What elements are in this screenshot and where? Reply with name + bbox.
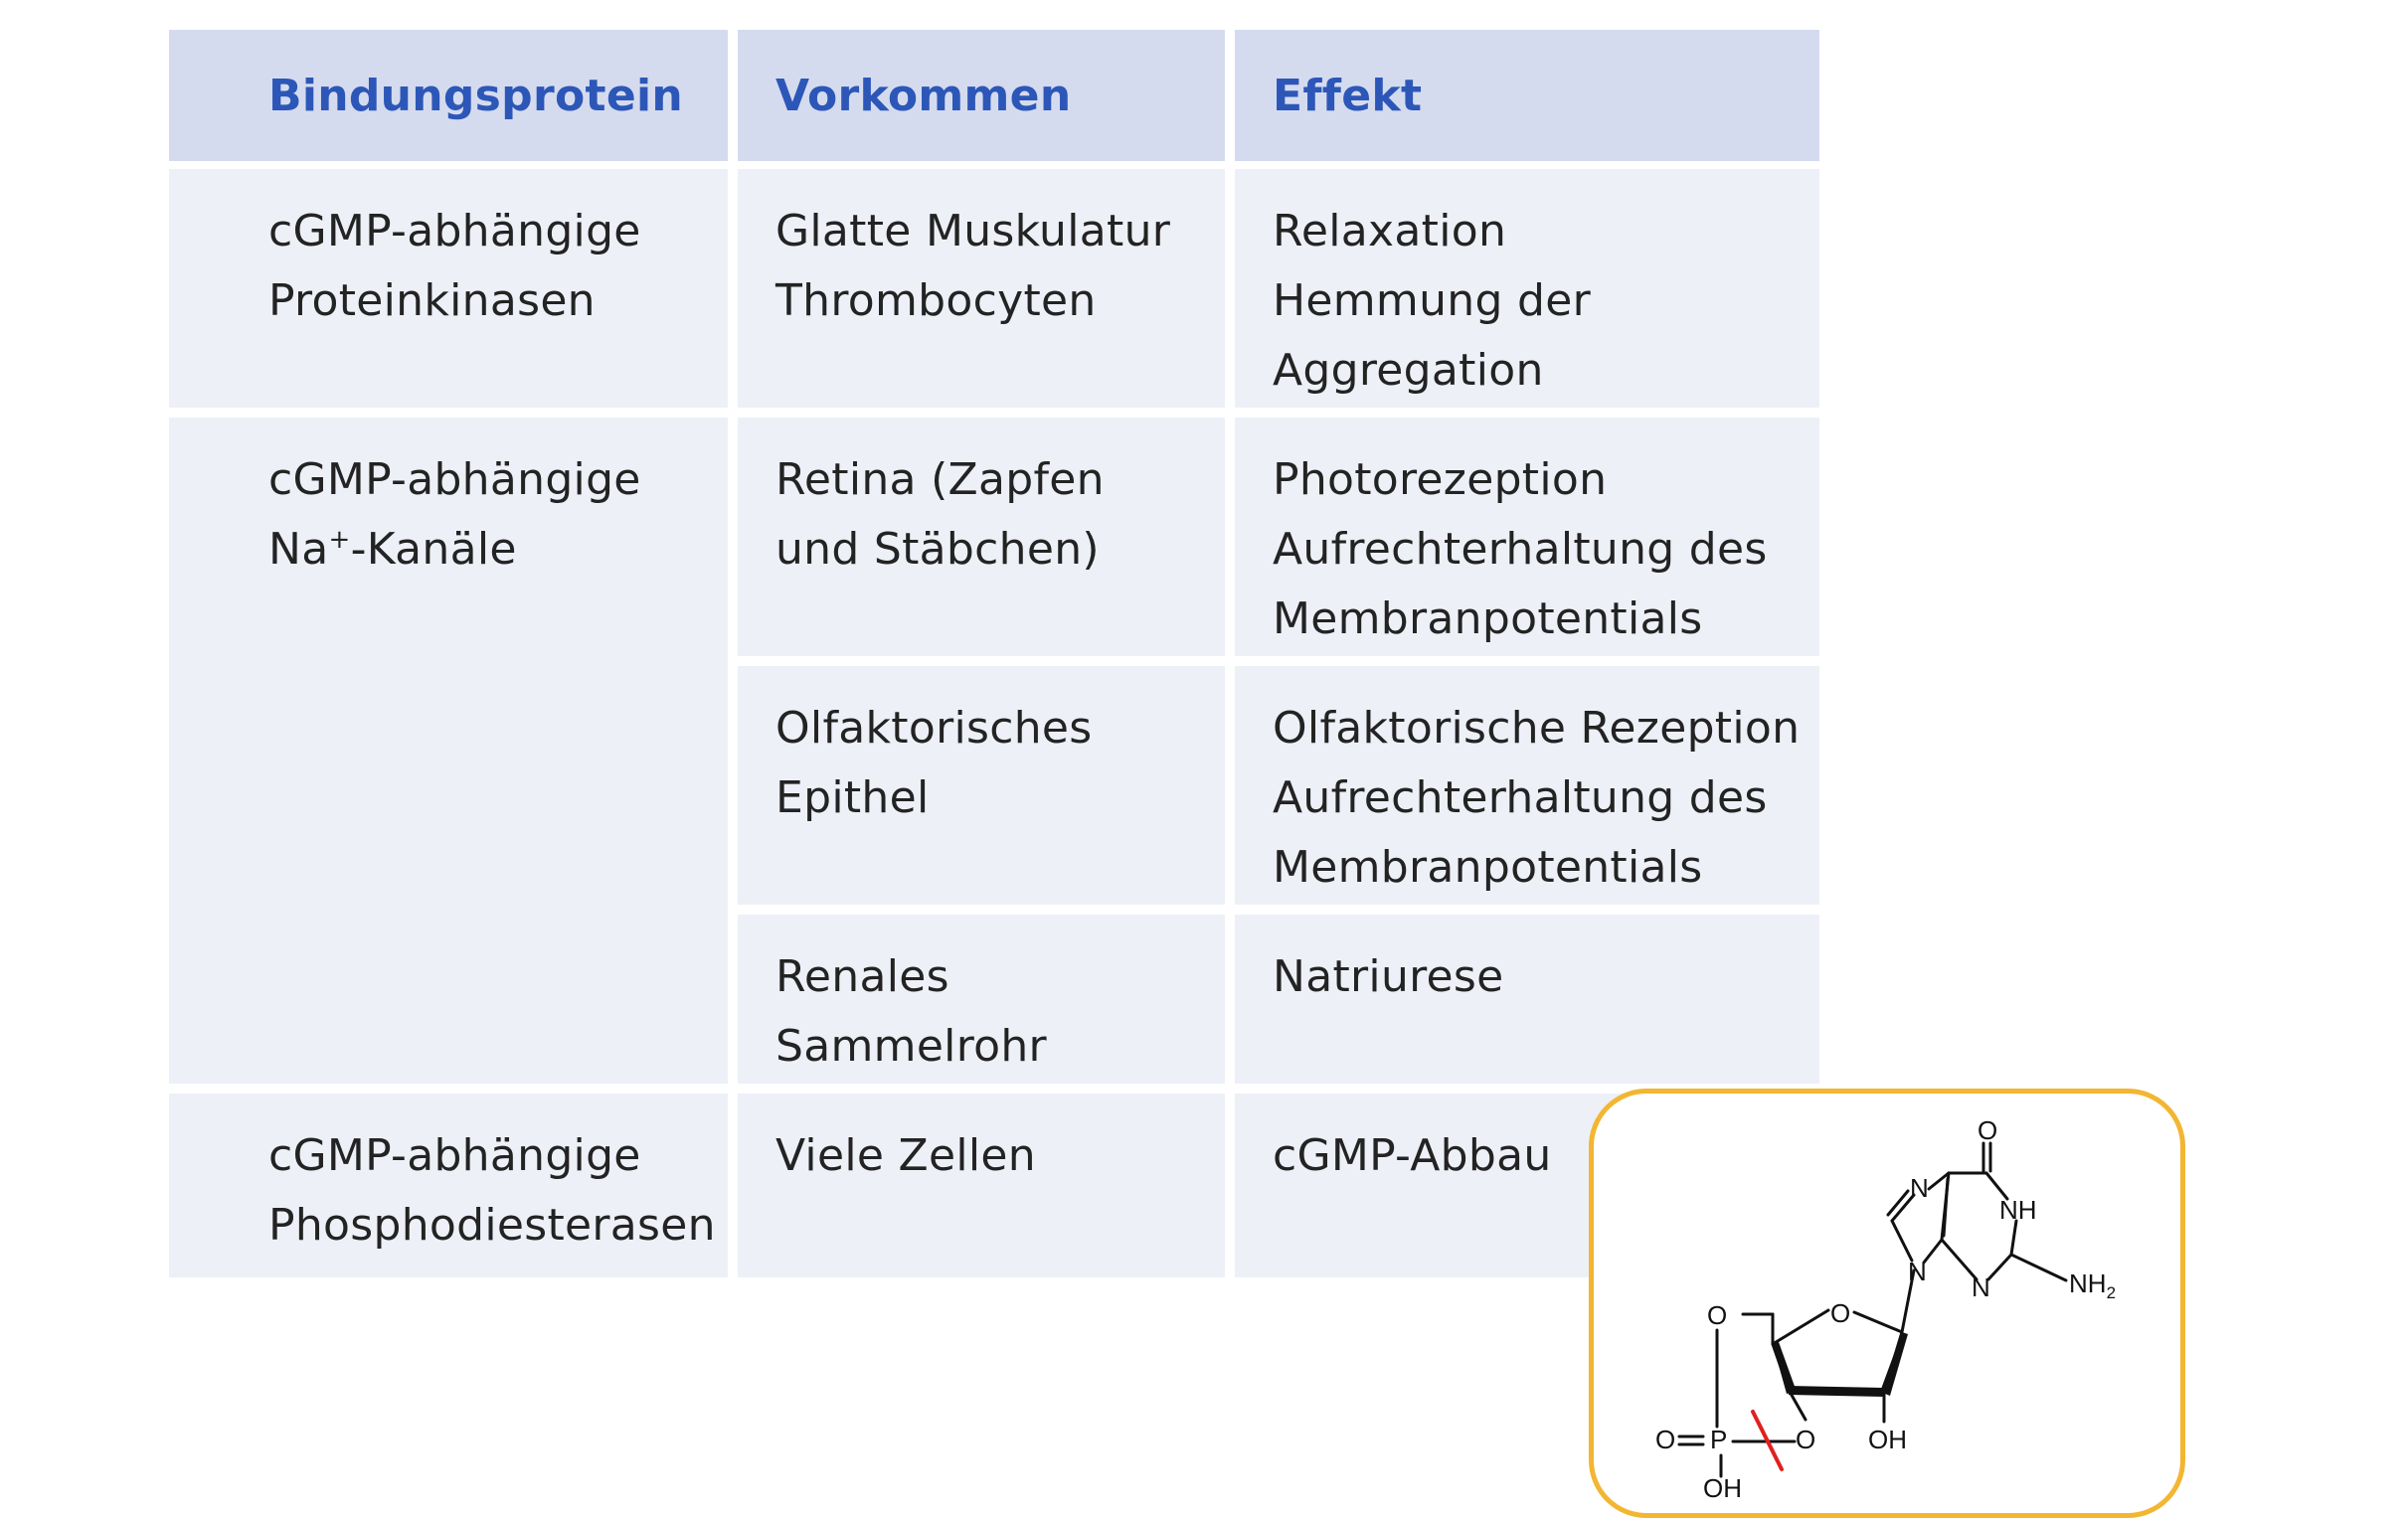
atom-oh-2: OH [1868,1425,1907,1454]
row1-effekt [1235,169,1819,408]
cell-text: Aufrechterhaltung des [1273,772,1768,823]
row5-vorkommen [738,1094,1225,1277]
cell-text: und Stäbchen) [775,524,1100,575]
cell-text: Retina (Zapfen [775,454,1105,505]
cell-text: Glatte Muskulatur [775,206,1171,256]
ribose-wedge-right [1880,1332,1908,1396]
header-label: Bindungsprotein [268,71,683,121]
row3-effekt [1235,666,1819,905]
cell-text: cGMP-Abbau [1273,1130,1552,1181]
nh2-subscript: 2 [2106,1283,2117,1302]
ion-symbol: Na [268,524,329,575]
header-bindungsprotein [169,30,728,161]
cell-text: Epithel [775,772,930,823]
atom-n7: N [1910,1173,1929,1203]
row1-vorkommen [738,169,1225,408]
row4-vorkommen [738,915,1225,1084]
atom-carbonyl-o: O [1978,1115,1998,1145]
cell-text: Membranpotentials [1273,593,1703,644]
row1-protein [169,169,728,408]
channel-suffix: -Kanäle [350,524,517,575]
cell-text: Renales [775,951,949,1002]
cell-text-na-channel [268,515,728,585]
header-effekt [1235,30,1819,161]
row2-protein [169,418,728,1084]
atom-p: P [1710,1425,1728,1454]
header-label: Vorkommen [775,71,1072,121]
cell-text: Relaxation [1273,206,1507,256]
atom-p-oh: OH [1703,1473,1742,1503]
atom-o3: O [1796,1425,1816,1454]
ribose-bold-bond [1789,1386,1884,1397]
row4-effekt [1235,915,1819,1084]
nh2-base: NH [2069,1268,2107,1298]
row2-effekt [1235,418,1819,656]
cell-text: Olfaktorisches [775,703,1093,754]
atom-nh2 [2069,1268,2116,1302]
cell-text: cGMP-abhängige [268,1130,641,1181]
header-label: Effekt [1273,71,1423,121]
cell-text: Aggregation [1273,345,1544,396]
cell-text: cGMP-abhängige [268,206,641,256]
cgmp-structure-diagram [1594,1094,2180,1513]
row3-vorkommen [738,666,1225,905]
cell-text: Proteinkinasen [268,275,596,326]
cell-text: Membranpotentials [1273,842,1703,893]
cgmp-structure-box [1589,1089,2185,1518]
cell-text: Phosphodiesterasen [268,1200,716,1251]
cell-text: cGMP-abhängige [268,454,641,505]
cell-text: Sammelrohr [775,1021,1047,1072]
cell-text: Olfaktorische Rezeption [1273,703,1801,754]
atom-n3: N [1972,1272,1990,1302]
cell-text: Thrombocyten [775,275,1097,326]
row2-vorkommen [738,418,1225,656]
cell-text: Hemmung der [1273,275,1591,326]
cell-text: Natriurese [1273,951,1504,1002]
header-vorkommen [738,30,1225,161]
ribose-wedge-left [1773,1342,1797,1394]
atom-n9: N [1908,1257,1927,1286]
ion-charge: + [328,525,351,555]
cell-text: Photorezeption [1273,454,1608,505]
atom-n1h: NH [1999,1195,2037,1225]
row5-protein [169,1094,728,1277]
cell-text: Viele Zellen [775,1130,1036,1181]
cgmp-binding-protein-table [169,30,1819,1277]
cell-text: Aufrechterhaltung des [1273,524,1768,575]
atom-p-double-o: O [1655,1425,1676,1454]
atom-o5: O [1707,1300,1728,1330]
atom-ring-o: O [1830,1298,1851,1328]
